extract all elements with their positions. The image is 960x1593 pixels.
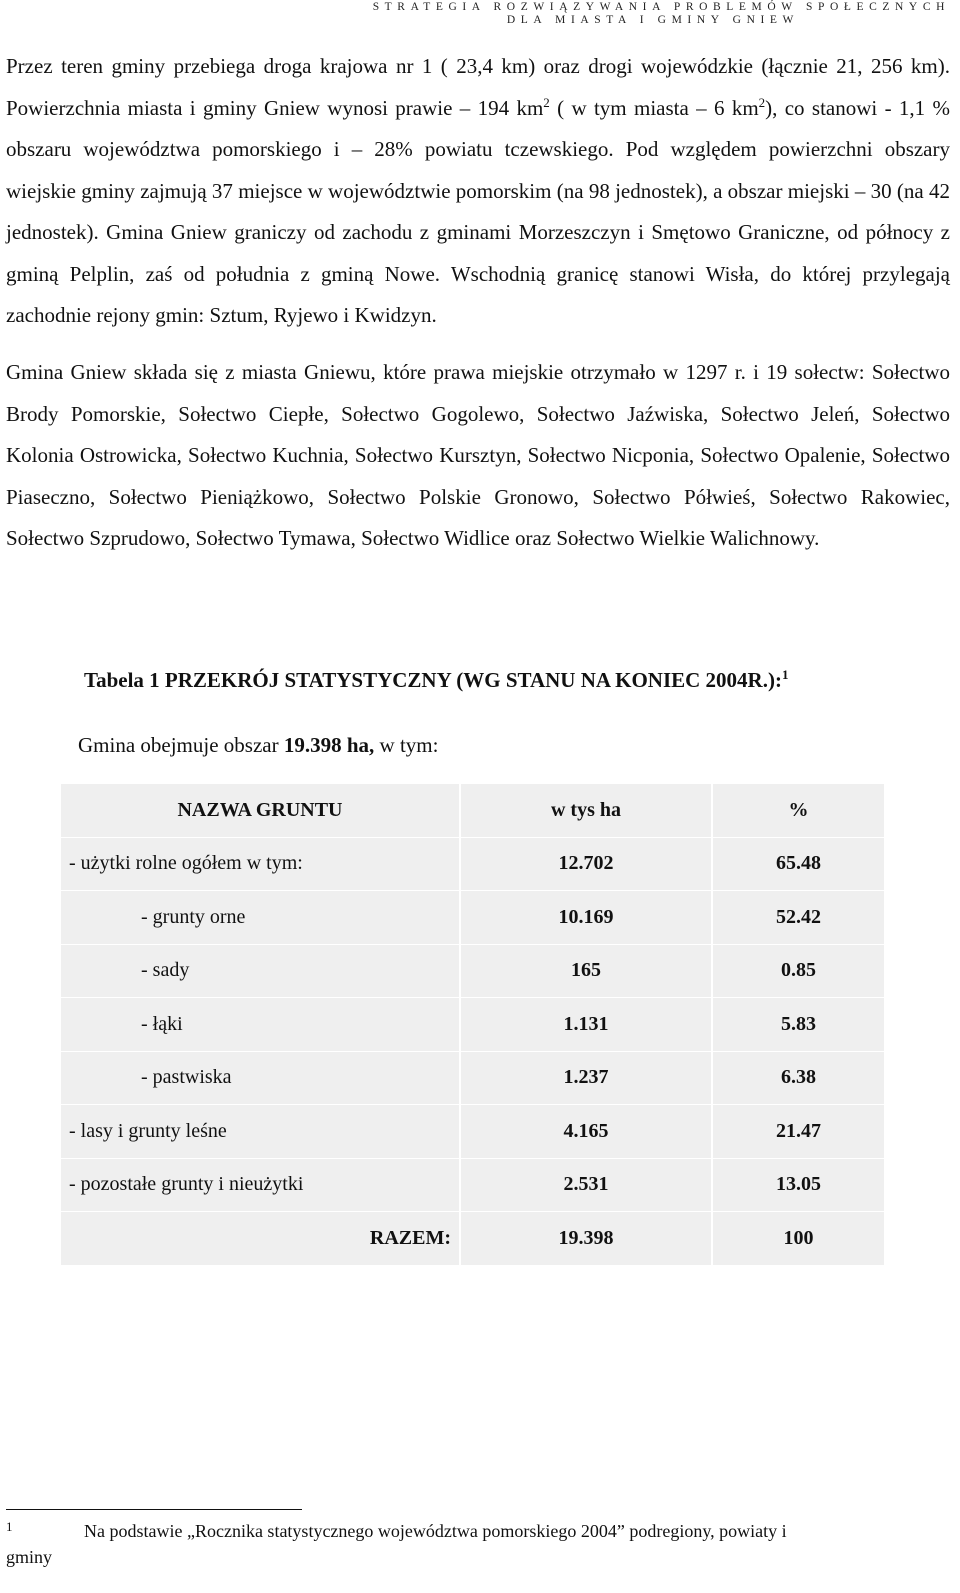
table-row xyxy=(61,1052,884,1106)
table-row xyxy=(61,945,884,999)
row-name: - pastwiska xyxy=(61,1052,461,1106)
row-percent: 6.38 xyxy=(713,1052,884,1106)
table-header-row xyxy=(61,784,884,838)
row-percent: 5.83 xyxy=(713,998,884,1052)
header-area: w tys ha xyxy=(461,784,713,838)
row-area: 1.131 xyxy=(461,998,713,1052)
paragraph-solectwa: Gmina Gniew składa się z miasta Gniewu, które prawa miejskie otrzymało w 1297 r. i 19 sołectw: Sołectwo Brody Pomorskie, Sołectwo Ciepłe, Sołectwo Gogolewo, Sołectwo Jaźwiska, Sołectwo Jeleń, Sołectwo Kolonia Ostrowicka, Sołectwo Kuchnia, Sołectwo Kursztyn, Sołectwo Nicponia, Sołectwo Opalenie, Sołectwo Piaseczno, Sołectwo Pieniążkowo, Sołectwo Polskie Gronowo, Sołectwo Półwieś, Sołectwo Rakowiec, Sołectwo Szprudowo, Sołectwo Tymawa, Sołectwo Widlice oraz Sołectwo Wielkie Walichnowy. xyxy=(6,360,950,550)
table-title-footnote-ref: 1 xyxy=(781,667,789,682)
row-area: 12.702 xyxy=(461,838,713,892)
table-title-text: Tabela 1 PRZEKRÓJ STATYSTYCZNY (WG STANU NA KONIEC 2004R.): xyxy=(84,668,782,692)
row-percent: 65.48 xyxy=(713,838,884,892)
row-name: - łąki xyxy=(61,998,461,1052)
row-area: 2.531 xyxy=(461,1159,713,1213)
row-name: - sady xyxy=(61,945,461,999)
total-percent: 100 xyxy=(713,1212,884,1266)
area-intro-value: 19.398 ha, xyxy=(283,733,375,757)
superscript-km2-a: 2 xyxy=(543,94,550,110)
footnote-number: 1 xyxy=(6,1519,13,1534)
paragraph-geography-part3: ), co stanowi - 1,1 % obszaru województwa pomorskiego i – 28% powiatu tczewskiego. Pod względem powierzchni obszary wiejskie gminy zajmują 37 miejsce w województwie pomorskim (na 98 jednostek), a obszar miejski – 30 (na 42 jednostek). Gmina Gniew graniczy od zachodu z gminami Morzeszczyn i Smętowo Graniczne, od północy z gminą Pelplin, zaś od południa z gminą Nowe. Wschodnią granicę stanowi Wisła, do której przylegają zachodnie rejony gmin: Sztum, Ryjewo i Kwidzyn. xyxy=(6,95,950,327)
area-intro-before: Gmina obejmuje obszar xyxy=(78,733,284,757)
row-name: - lasy i grunty leśne xyxy=(61,1105,461,1159)
total-area: 19.398 xyxy=(461,1212,713,1266)
row-area: 10.169 xyxy=(461,891,713,945)
header-line-2: DLA MIASTA I GMINY GNIEW xyxy=(506,14,799,26)
row-percent: 13.05 xyxy=(713,1159,884,1213)
row-name: - pozostałe grunty i nieużytki xyxy=(61,1159,461,1213)
footnote-text: Na podstawie „Rocznika statystycznego województwa pomorskiego 2004” podregiony, powiaty i xyxy=(84,1521,787,1541)
row-percent: 21.47 xyxy=(713,1105,884,1159)
row-percent: 0.85 xyxy=(713,945,884,999)
row-name: - grunty orne xyxy=(61,891,461,945)
land-use-table xyxy=(61,784,884,1266)
footnote-continuation: gminy xyxy=(6,1547,53,1567)
row-area: 165 xyxy=(461,945,713,999)
table-row xyxy=(61,1105,884,1159)
paragraph-geography-part1: Przez teren gminy przebiega droga krajowa nr 1 ( 23,4 km) oraz drogi wojewódzkie (łącznie 21, 256 km). Powierzchnia miasta i gminy Gniew wynosi prawie – 194 km xyxy=(6,54,950,120)
area-intro-after: w tym: xyxy=(374,733,439,757)
total-label: RAZEM: xyxy=(61,1212,461,1266)
row-area: 1.237 xyxy=(461,1052,713,1106)
row-percent: 52.42 xyxy=(713,891,884,945)
table-row xyxy=(61,1159,884,1213)
table-row xyxy=(61,891,884,945)
row-name: - użytki rolne ogółem w tym: xyxy=(61,838,461,892)
row-area: 4.165 xyxy=(461,1105,713,1159)
header-line-1: STRATEGIA ROZWIĄZYWANIA PROBLEMÓW SPOŁECZNYCH xyxy=(372,1,950,13)
table-title xyxy=(84,668,788,693)
header-land-name: NAZWA GRUNTU xyxy=(61,784,461,838)
paragraph-geography-part2: ( w tym miasta – 6 km xyxy=(549,95,759,120)
area-intro xyxy=(78,733,438,758)
superscript-km2-b: 2 xyxy=(758,94,766,110)
table-row xyxy=(61,998,884,1052)
table-row xyxy=(61,838,884,892)
header-percent: % xyxy=(713,784,884,838)
paragraph-geography xyxy=(6,46,950,337)
footnote-separator xyxy=(6,1509,302,1510)
table-total-row xyxy=(61,1212,884,1266)
